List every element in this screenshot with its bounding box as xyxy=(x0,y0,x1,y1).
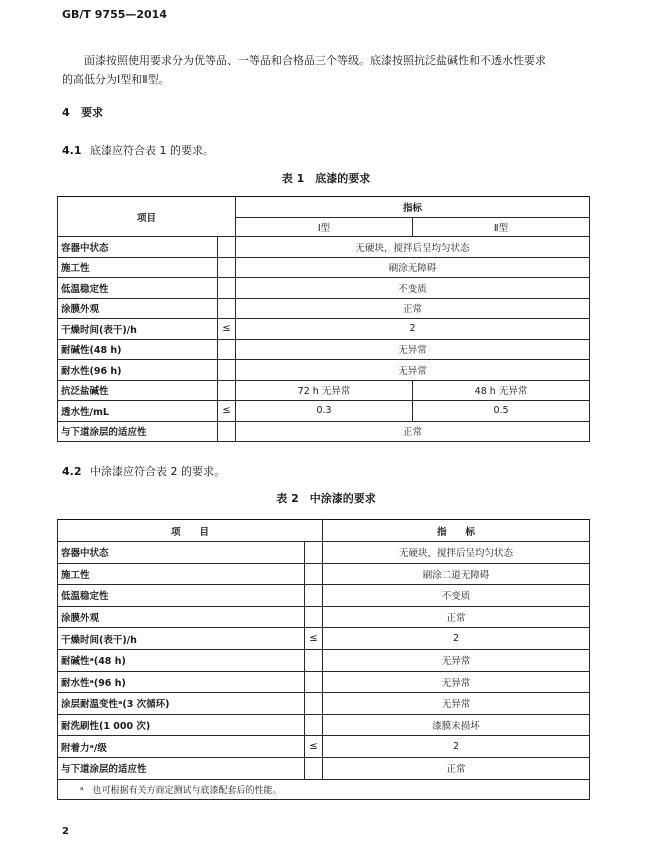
table-1-header-index: 指标 xyxy=(236,197,590,218)
table-2-item-cell: 涂层耐温变性ᵃ(3 次循环) xyxy=(58,693,305,715)
table-2-row xyxy=(58,671,590,693)
table-1-header-type-2: Ⅱ型 xyxy=(413,218,590,237)
clause-4-2-text: 中涂漆应符合表 2 的要求。 xyxy=(90,465,225,478)
table-1-item-cell: 耐水性(96 h) xyxy=(58,360,218,381)
table-2-item-cell: 与下道涂层的适应性 xyxy=(58,757,305,779)
table-1-caption: 表 1 底漆的要求 xyxy=(281,172,371,185)
table-1-item-cell: 低温稳定性 xyxy=(58,278,218,299)
table-1-item-cell: 与下道涂层的适应性 xyxy=(58,421,218,442)
table-2-value-cell: 2 xyxy=(323,736,590,758)
table-2-header-index: 指 标 xyxy=(323,520,590,542)
section-4-number: 4 xyxy=(62,106,70,119)
table-1-item-cell: 耐碱性(48 h) xyxy=(58,339,218,360)
table-1-row xyxy=(58,339,590,360)
clause-4-2-number: 4.2 xyxy=(62,465,82,478)
table-1-item-cell: 容器中状态 xyxy=(58,237,218,258)
table-2-limit-cell xyxy=(305,693,323,715)
page-number: 2 xyxy=(62,826,69,837)
table-2-limit-cell xyxy=(305,671,323,693)
table-2-row xyxy=(58,693,590,715)
table-2-value-cell: 无异常 xyxy=(323,649,590,671)
table-1-item-cell: 干燥时间(表干)/h xyxy=(58,319,218,340)
table-2-limit-cell xyxy=(305,585,323,607)
table-2-value-cell: 无异常 xyxy=(323,671,590,693)
table-1-body xyxy=(58,237,590,442)
table-1-value-cell: 2 xyxy=(236,319,590,340)
table-1-row xyxy=(58,237,590,258)
table-2-row xyxy=(58,563,590,585)
table-2-value-cell: 正常 xyxy=(323,757,590,779)
clause-4-1-number: 4.1 xyxy=(62,144,82,157)
table-2-value-cell: 正常 xyxy=(323,606,590,628)
table-2-limit-cell xyxy=(305,757,323,779)
table-1-limit-cell xyxy=(218,237,236,258)
table-1-value-cell: 无硬块，搅拌后呈均匀状态 xyxy=(236,237,590,258)
table-2-limit-cell: ≤ xyxy=(305,736,323,758)
table-2-limit-cell: ≤ xyxy=(305,628,323,650)
table-1-value-cell: 无异常 xyxy=(236,339,590,360)
table-2-limit-cell xyxy=(305,649,323,671)
table-2-item-cell: 耐水性ᵃ(96 h) xyxy=(58,671,305,693)
intro-line-1: 面漆按照使用要求分为优等品、一等品和合格品三个等级。底漆按照抗泛盐碱性和不透水性要求 xyxy=(84,54,546,67)
table-1-value-cell: 刷涂无障碍 xyxy=(236,257,590,278)
table-1-item-cell: 施工性 xyxy=(58,257,218,278)
table-1-limit-cell xyxy=(218,339,236,360)
table-1-type-2-value: 48 h 无异常 xyxy=(413,380,590,401)
table-2-item-cell: 耐碱性ᵃ(48 h) xyxy=(58,649,305,671)
clause-4-1 xyxy=(62,142,214,158)
table-1-row xyxy=(58,298,590,319)
clause-4-2 xyxy=(62,463,225,479)
table-1-value-cell: 正常 xyxy=(236,421,590,442)
table-2-row xyxy=(58,649,590,671)
table-1-header-type-1: Ⅰ型 xyxy=(236,218,413,237)
table-2-value-cell: 无异常 xyxy=(323,693,590,715)
table-2-caption: 表 2 中涂漆的要求 xyxy=(276,492,376,505)
table-1-item-cell: 抗泛盐碱性 xyxy=(58,380,218,401)
table-2-value-cell: 2 xyxy=(323,628,590,650)
table-1 xyxy=(57,196,590,442)
table-1-row xyxy=(58,360,590,381)
table-1-row xyxy=(58,380,590,401)
table-2-item-cell: 耐洗刷性(1 000 次) xyxy=(58,714,305,736)
table-1-limit-cell xyxy=(218,421,236,442)
table-1-value-cell: 无异常 xyxy=(236,360,590,381)
table-2-value-cell: 刷涂二道无障碍 xyxy=(323,563,590,585)
table-1-header-item: 项目 xyxy=(58,197,236,237)
table-1-limit-cell xyxy=(218,257,236,278)
section-4-heading xyxy=(62,104,103,120)
table-2-item-cell: 干燥时间(表干)/h xyxy=(58,628,305,650)
table-1-limit-cell xyxy=(218,298,236,319)
intro-paragraph xyxy=(62,51,592,89)
table-2-header-item: 项 目 xyxy=(58,520,323,542)
table-2-value-cell: 漆膜未损坏 xyxy=(323,714,590,736)
table-1-limit-cell xyxy=(218,360,236,381)
table-2-item-cell: 容器中状态 xyxy=(58,542,305,564)
section-4-title: 要求 xyxy=(81,106,104,119)
table-2-row xyxy=(58,542,590,564)
table-1-row xyxy=(58,278,590,299)
table-2-footnote: ᵃ 也可根据有关方商定测试与底漆配套后的性能。 xyxy=(58,779,590,799)
table-1-value-cell: 不变质 xyxy=(236,278,590,299)
table-2-item-cell: 涂膜外观 xyxy=(58,606,305,628)
table-2-row xyxy=(58,628,590,650)
table-2-row xyxy=(58,714,590,736)
table-2-item-cell: 施工性 xyxy=(58,563,305,585)
table-2-value-cell: 无硬块，搅拌后呈均匀状态 xyxy=(323,542,590,564)
table-2-row xyxy=(58,736,590,758)
intro-line-2: 的高低分为Ⅰ型和Ⅱ型。 xyxy=(62,73,170,86)
clause-4-1-text: 底漆应符合表 1 的要求。 xyxy=(90,144,214,157)
table-1-item-cell: 涂膜外观 xyxy=(58,298,218,319)
table-1-type-2-value: 0.5 xyxy=(413,401,590,422)
table-2-limit-cell xyxy=(305,563,323,585)
table-1-row xyxy=(58,319,590,340)
table-2-item-cell: 低温稳定性 xyxy=(58,585,305,607)
table-2-row xyxy=(58,585,590,607)
table-2-limit-cell xyxy=(305,606,323,628)
table-1-limit-cell xyxy=(218,380,236,401)
table-1-limit-cell xyxy=(218,278,236,299)
table-2-limit-cell xyxy=(305,714,323,736)
table-2-item-cell: 附着力ᵃ/级 xyxy=(58,736,305,758)
table-1-row xyxy=(58,401,590,422)
table-2-limit-cell xyxy=(305,542,323,564)
table-1-limit-cell: ≤ xyxy=(218,401,236,422)
table-2-body xyxy=(58,542,590,780)
table-1-type-1-value: 0.3 xyxy=(236,401,413,422)
table-1-item-cell: 透水性/mL xyxy=(58,401,218,422)
table-1-limit-cell: ≤ xyxy=(218,319,236,340)
table-1-value-cell: 正常 xyxy=(236,298,590,319)
table-2-value-cell: 不变质 xyxy=(323,585,590,607)
standard-code: GB/T 9755—2014 xyxy=(62,8,167,21)
table-1-row xyxy=(58,257,590,278)
table-2-row xyxy=(58,757,590,779)
table-2-row xyxy=(58,606,590,628)
table-1-type-1-value: 72 h 无异常 xyxy=(236,380,413,401)
table-2 xyxy=(57,519,590,800)
table-1-row xyxy=(58,421,590,442)
